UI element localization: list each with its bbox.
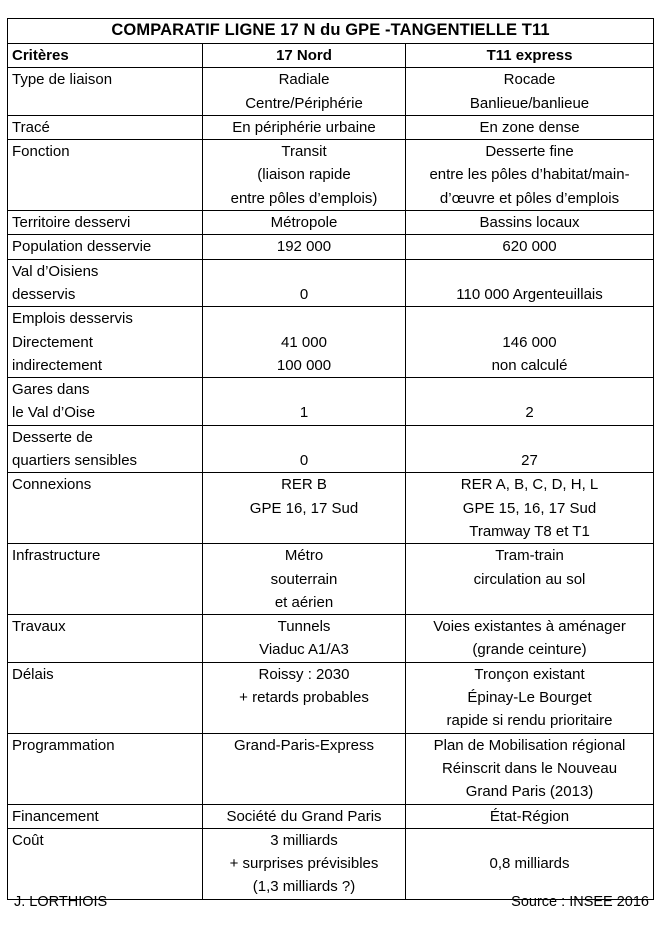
cell-line: Bassins locaux (479, 214, 580, 232)
t11-cell (406, 259, 654, 307)
cell-line: Desserte fine (485, 143, 574, 161)
cell-line: et aérien (274, 593, 334, 611)
ligne-17-cell (203, 662, 406, 733)
criteria-cell (8, 259, 203, 307)
criteria-cell (8, 211, 203, 235)
cell-line: Délais (12, 665, 54, 683)
cell-line: Val d’Oisiens (12, 262, 99, 280)
criteria-cell (8, 115, 203, 139)
cell-line: 1 (299, 404, 309, 422)
cell-line: Plan de Mobilisation régional (433, 736, 626, 754)
cell-line (207, 520, 401, 543)
author-credit: J. LORTHIOIS (14, 894, 108, 910)
cell-line: 620 000 (502, 238, 557, 256)
table-row (8, 615, 654, 663)
t11-cell (406, 544, 654, 615)
cell-line (207, 426, 401, 449)
cell-line: Fonction (12, 143, 70, 161)
criteria-cell (8, 68, 203, 116)
cell-line (410, 307, 649, 330)
criteria-cell (8, 378, 203, 426)
cell-line: Radiale (278, 71, 330, 89)
cell-line: Réinscrit dans le Nouveau (441, 759, 618, 777)
cell-line: Tramway T8 et T1 (469, 522, 590, 540)
cell-line (410, 378, 649, 401)
table-row (8, 662, 654, 733)
source-note: Source : INSEE 2016 (511, 894, 649, 910)
ligne-17-cell (203, 211, 406, 235)
ligne-17-cell (203, 378, 406, 426)
cell-line: Tunnels (277, 618, 331, 636)
t11-cell (406, 804, 654, 828)
t11-cell (406, 662, 654, 733)
cell-line: non calculé (491, 356, 568, 374)
criteria-cell (8, 804, 203, 828)
t11-cell (406, 211, 654, 235)
cell-line: 110 000 Argenteuillais (456, 285, 603, 303)
cell-line: Infrastructure (12, 547, 101, 565)
ligne-17-cell (203, 115, 406, 139)
cell-line (410, 426, 649, 449)
cell-line (207, 260, 401, 283)
cell-line: Directement (12, 333, 93, 351)
cell-line (410, 591, 649, 614)
t11-cell (406, 425, 654, 473)
t11-cell (406, 615, 654, 663)
cell-line: En zone dense (479, 118, 580, 136)
cell-line: indirectement (12, 356, 103, 374)
cell-line: Épinay-Le Bourget (467, 689, 592, 707)
cell-line: Transit (281, 143, 327, 161)
cell-line (207, 757, 401, 780)
table-row (8, 259, 654, 307)
t11-cell (406, 473, 654, 544)
table-row (8, 804, 654, 828)
header-t11-express: T11 express (406, 44, 654, 68)
ligne-17-cell (203, 615, 406, 663)
ligne-17-cell (203, 259, 406, 307)
cell-line: RER A, B, C, D, H, L (460, 476, 599, 494)
cell-line: 2 (525, 404, 534, 422)
t11-cell (406, 140, 654, 211)
cell-line: 0 (299, 452, 309, 470)
cell-line: Métropole (270, 214, 338, 232)
table-row (8, 115, 654, 139)
cell-line: souterrain (270, 570, 338, 588)
t11-cell (406, 235, 654, 259)
cell-line: 27 (521, 452, 538, 470)
cell-line: Tronçon existant (474, 665, 585, 683)
cell-line (207, 709, 401, 732)
criteria-cell (8, 733, 203, 804)
header-17-nord: 17 Nord (203, 44, 406, 68)
ligne-17-cell (203, 828, 406, 899)
cell-line (207, 780, 401, 803)
ligne-17-cell (203, 425, 406, 473)
criteria-cell (8, 615, 203, 663)
cell-line: État-Région (489, 807, 570, 825)
cell-line: Rocade (503, 71, 556, 89)
cell-line: En périphérie urbaine (232, 118, 376, 136)
cell-line: Société du Grand Paris (226, 807, 382, 825)
cell-line: Financement (12, 807, 99, 825)
criteria-cell (8, 662, 203, 733)
cell-line: 0,8 milliards (489, 855, 570, 873)
cell-line: Coût (12, 831, 44, 849)
title-row (8, 19, 654, 44)
cell-line: Centre/Périphérie (245, 94, 363, 112)
cell-line: entre les pôles d’habitat/main- (429, 166, 630, 184)
criteria-cell (8, 828, 203, 899)
table-row (8, 378, 654, 426)
cell-line: Gares dans (12, 381, 90, 399)
cell-line: GPE 16, 17 Sud (249, 499, 359, 517)
ligne-17-cell (203, 235, 406, 259)
comparison-table (7, 18, 654, 900)
cell-line: GPE 15, 16, 17 Sud (462, 499, 597, 517)
table-row (8, 425, 654, 473)
table-row (8, 235, 654, 259)
cell-line: Banlieue/banlieue (469, 94, 590, 112)
cell-line: Viaduc A1/A3 (259, 641, 349, 659)
cell-line: entre pôles d’emplois) (230, 189, 378, 207)
header-criteria: Critères (8, 44, 203, 68)
cell-line: Programmation (12, 736, 115, 754)
cell-line: desservis (12, 285, 76, 303)
cell-line: Métro (284, 547, 324, 565)
cell-line (207, 307, 401, 330)
cell-line: Voies existantes à aménager (433, 618, 626, 636)
t11-cell (406, 307, 654, 378)
cell-line: Roissy : 2030 (258, 665, 350, 683)
cell-line: RER B (281, 476, 327, 494)
table-row (8, 211, 654, 235)
cell-line: (grande ceinture) (472, 641, 587, 659)
cell-line: 146 000 (502, 333, 557, 351)
t11-cell (406, 115, 654, 139)
cell-line: + retards probables (239, 689, 369, 707)
ligne-17-cell (203, 307, 406, 378)
cell-line: Tram-train (495, 547, 564, 565)
ligne-17-cell (203, 140, 406, 211)
cell-line: 3 milliards (270, 831, 338, 849)
table-row (8, 473, 654, 544)
criteria-cell (8, 140, 203, 211)
cell-line: 192 000 (276, 238, 332, 256)
cell-line: Travaux (12, 618, 66, 636)
t11-cell (406, 378, 654, 426)
table-row (8, 307, 654, 378)
criteria-cell (8, 307, 203, 378)
cell-line: Tracé (12, 118, 50, 136)
criteria-cell (8, 544, 203, 615)
cell-line: le Val d’Oise (12, 404, 96, 422)
table-row (8, 140, 654, 211)
cell-line: d’œuvre et pôles d’emplois (439, 189, 620, 207)
table-row (8, 828, 654, 899)
cell-line: 100 000 (276, 356, 332, 374)
cell-line: circulation au sol (473, 570, 586, 588)
ligne-17-cell (203, 733, 406, 804)
criteria-cell (8, 473, 203, 544)
cell-line: 0 (299, 285, 309, 303)
t11-cell (406, 733, 654, 804)
cell-line: Grand-Paris-Express (233, 736, 375, 754)
cell-line: 41 000 (281, 333, 327, 351)
table-row (8, 68, 654, 116)
t11-cell (406, 68, 654, 116)
table-row (8, 544, 654, 615)
cell-line: Emplois desservis (12, 310, 133, 328)
cell-line: + surprises prévisibles (229, 855, 379, 873)
cell-line: (1,3 milliards ?) (252, 878, 356, 896)
cell-line (410, 260, 649, 283)
table-row (8, 733, 654, 804)
cell-line: rapide si rendu prioritaire (446, 712, 613, 730)
cell-line: Grand Paris (2013) (465, 783, 594, 801)
cell-line: quartiers sensibles (12, 452, 138, 470)
cell-line (207, 378, 401, 401)
ligne-17-cell (203, 473, 406, 544)
criteria-cell (8, 235, 203, 259)
header-row (8, 44, 654, 68)
table-title: COMPARATIF LIGNE 17 N du GPE -TANGENTIELLE T11 (8, 19, 654, 44)
t11-cell (406, 828, 654, 899)
cell-line: Connexions (12, 476, 92, 494)
cell-line (410, 829, 649, 852)
table-body (8, 68, 654, 899)
ligne-17-cell (203, 68, 406, 116)
criteria-cell (8, 425, 203, 473)
cell-line: Desserte de (12, 428, 93, 446)
ligne-17-cell (203, 544, 406, 615)
cell-line: Territoire desservi (12, 214, 131, 232)
cell-line: (liaison rapide (257, 166, 351, 184)
cell-line: Population desservie (12, 238, 152, 256)
cell-line: Type de liaison (12, 71, 113, 89)
ligne-17-cell (203, 804, 406, 828)
